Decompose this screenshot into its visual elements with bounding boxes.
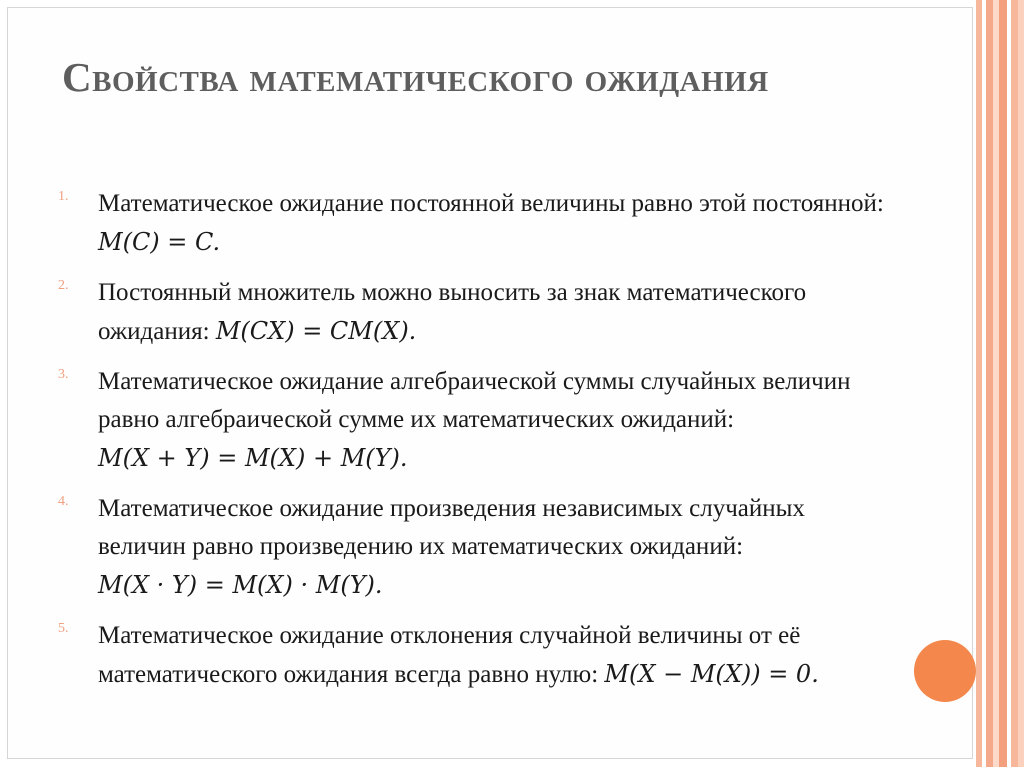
stripe [999, 0, 1007, 767]
item-text: Постоянный множитель можно выносить за знак математического ожидания: [98, 279, 807, 345]
item-text-block [98, 363, 888, 478]
item-text: Математическое ожидание постоянной величины равно этой постоянной: [98, 190, 884, 217]
item-text-block [98, 490, 888, 605]
list-item [0, 490, 900, 605]
item-text-block [98, 617, 888, 694]
slide-title: Свойства математического ожидания [62, 54, 769, 100]
item-text: Математическое ожидание алгебраической суммы случайных величин равно алгебраической сумме их математических ожиданий: [98, 368, 851, 433]
item-text: Математическое ожидание отклонения случайной величины от её математического ожидания всегда равно нулю: [98, 622, 801, 688]
stripe [1011, 0, 1018, 767]
list-item [0, 274, 900, 351]
properties-list [0, 185, 900, 706]
list-item [0, 363, 900, 478]
item-formula: 𝑀(C𝑋) = C𝑀(𝑋). [215, 317, 417, 345]
list-item [0, 185, 900, 262]
list-item [0, 617, 900, 694]
stripe [1018, 0, 1024, 767]
item-number: 3. [58, 367, 69, 382]
item-number: 1. [58, 189, 69, 204]
item-text-block [98, 185, 888, 262]
decorative-side-stripes [976, 0, 1024, 767]
decorative-orange-circle [914, 640, 976, 702]
item-number: 5. [58, 621, 69, 636]
item-text: Математическое ожидание произведения независимых случайных величин равно произведению их математических ожиданий: [98, 495, 805, 560]
item-number: 2. [58, 278, 69, 293]
item-number: 4. [58, 494, 69, 509]
item-formula: 𝑀(C) = C. [98, 228, 221, 256]
item-formula: 𝑀(𝑋 − 𝑀(𝑋)) = 0. [604, 660, 819, 688]
item-text-block [98, 274, 888, 351]
item-formula: 𝑀(𝑋 · 𝑌) = 𝑀(𝑋) · 𝑀(𝑌). [98, 571, 383, 599]
item-formula: 𝑀(𝑋 + 𝑌) = 𝑀(𝑋) + 𝑀(𝑌). [98, 444, 408, 472]
stripe [986, 0, 993, 767]
